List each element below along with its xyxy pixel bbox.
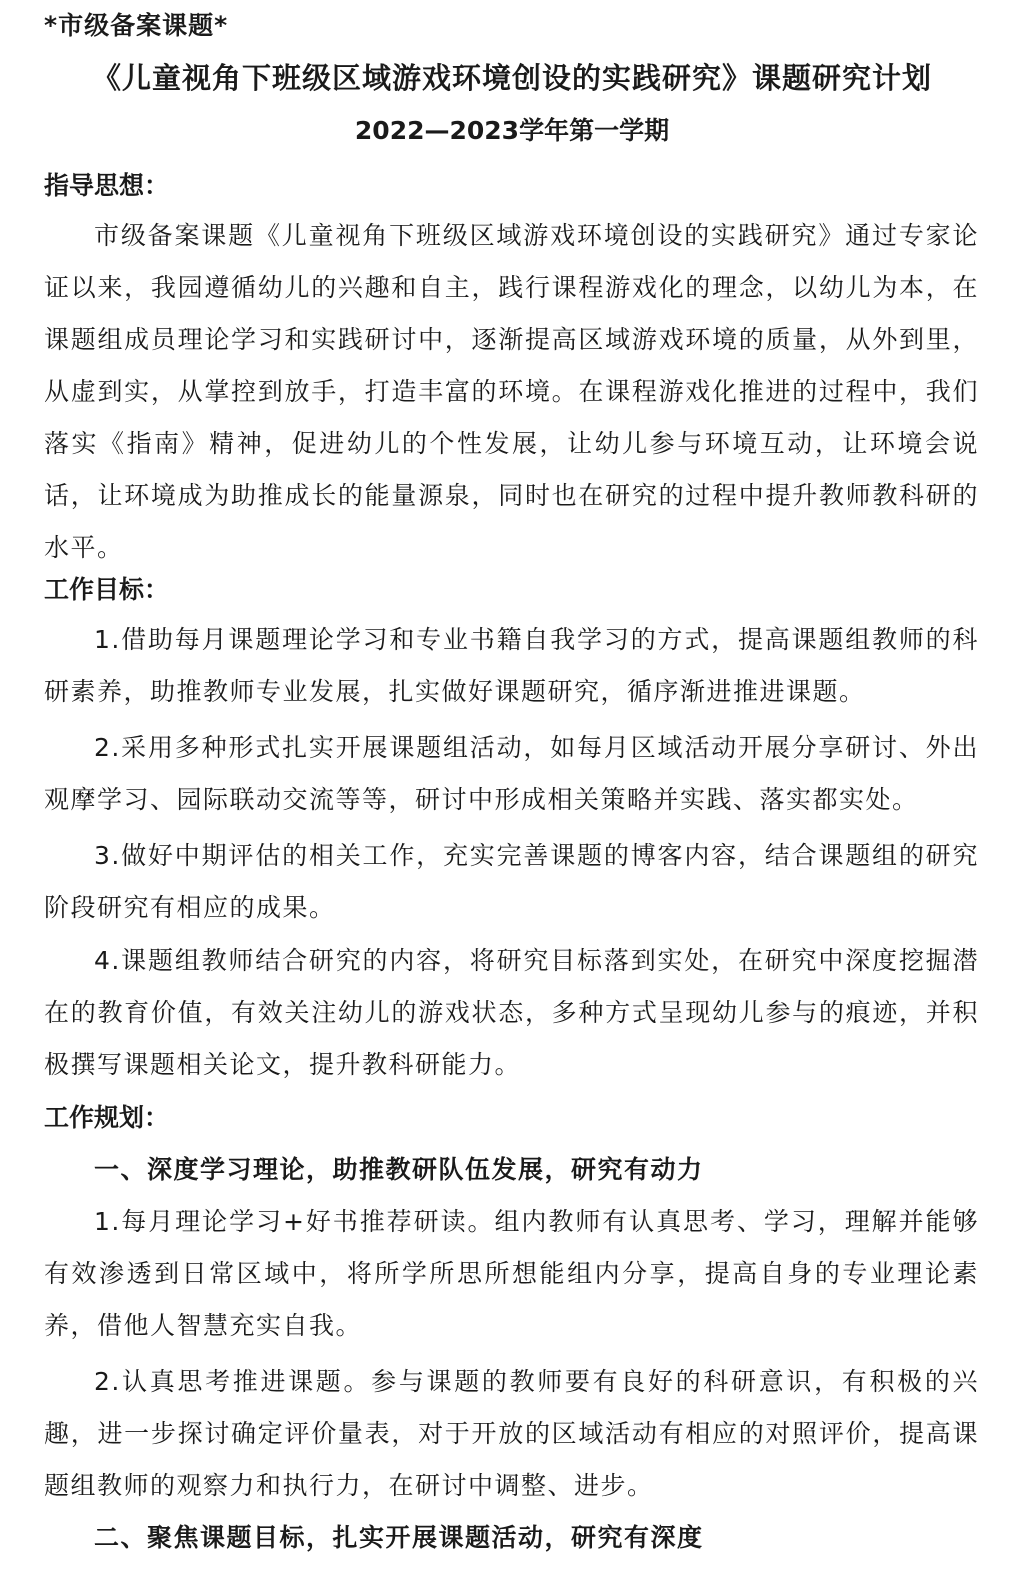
- plan-heading: 工作规划：: [44, 1103, 170, 1132]
- plan-item-2: 2.认真思考推进课题。参与课题的教师要有良好的科研意识，有积极的兴趣，进一步探讨确定评价量表，对于开放的区域活动有相应的对照评价，提高课题组教师的观察力和执行力，在研讨中调整、进步。: [44, 1367, 979, 1500]
- document-title: 《儿童视角下班级区域游戏环境创设的实践研究》课题研究计划: [91, 61, 932, 95]
- project-level-tag: *市级备案课题*: [44, 11, 229, 40]
- plan-section-1-heading: 一、深度学习理论，助推教研队伍发展，研究有动力: [94, 1155, 704, 1184]
- guiding-paragraph: 市级备案课题《儿童视角下班级区域游戏环境创设的实践研究》通过专家论证以来，我园遵循幼儿的兴趣和自主，践行课程游戏化的理念，以幼儿为本，在课题组成员理论学习和实践研讨中，逐渐提高区域游戏环境的质量，从外到里，从虚到实，从掌控到放手，打造丰富的环境。在课程游戏化推进的过程中，我们落实《指南》精神，促进幼儿的个性发展，让幼儿参与环境互动，让环境会说话，让环境成为助推成长的能量源泉，同时也在研究的过程中提升教师教科研的水平。: [44, 221, 979, 562]
- goal-item-2: 2.采用多种形式扎实开展课题组活动，如每月区域活动开展分享研讨、外出观摩学习、园际联动交流等等，研讨中形成相关策略并实践、落实都实处。: [44, 733, 979, 814]
- goals-heading: 工作目标：: [44, 575, 170, 604]
- document-subtitle: 2022—2023学年第一学期: [354, 116, 670, 145]
- goal-item-1: 1.借助每月课题理论学习和专业书籍自我学习的方式，提高课题组教师的科研素养，助推教师专业发展，扎实做好课题研究，循序渐进推进课题。: [44, 625, 979, 706]
- guiding-heading: 指导思想：: [44, 171, 170, 200]
- plan-section-2-heading: 二、聚焦课题目标，扎实开展课题活动，研究有深度: [94, 1523, 704, 1552]
- plan-item-1: 1.每月理论学习+好书推荐研读。组内教师有认真思考、学习，理解并能够有效渗透到日常区域中，将所学所思所想能组内分享，提高自身的专业理论素养，借他人智慧充实自我。: [44, 1207, 979, 1340]
- goal-item-3: 3.做好中期评估的相关工作，充实完善课题的博客内容，结合课题组的研究阶段研究有相应的成果。: [44, 841, 979, 922]
- goal-item-4: 4.课题组教师结合研究的内容，将研究目标落到实处，在研究中深度挖掘潜在的教育价值，有效关注幼儿的游戏状态，多种方式呈现幼儿参与的痕迹，并积极撰写课题相关论文，提升教科研能力。: [44, 946, 979, 1079]
